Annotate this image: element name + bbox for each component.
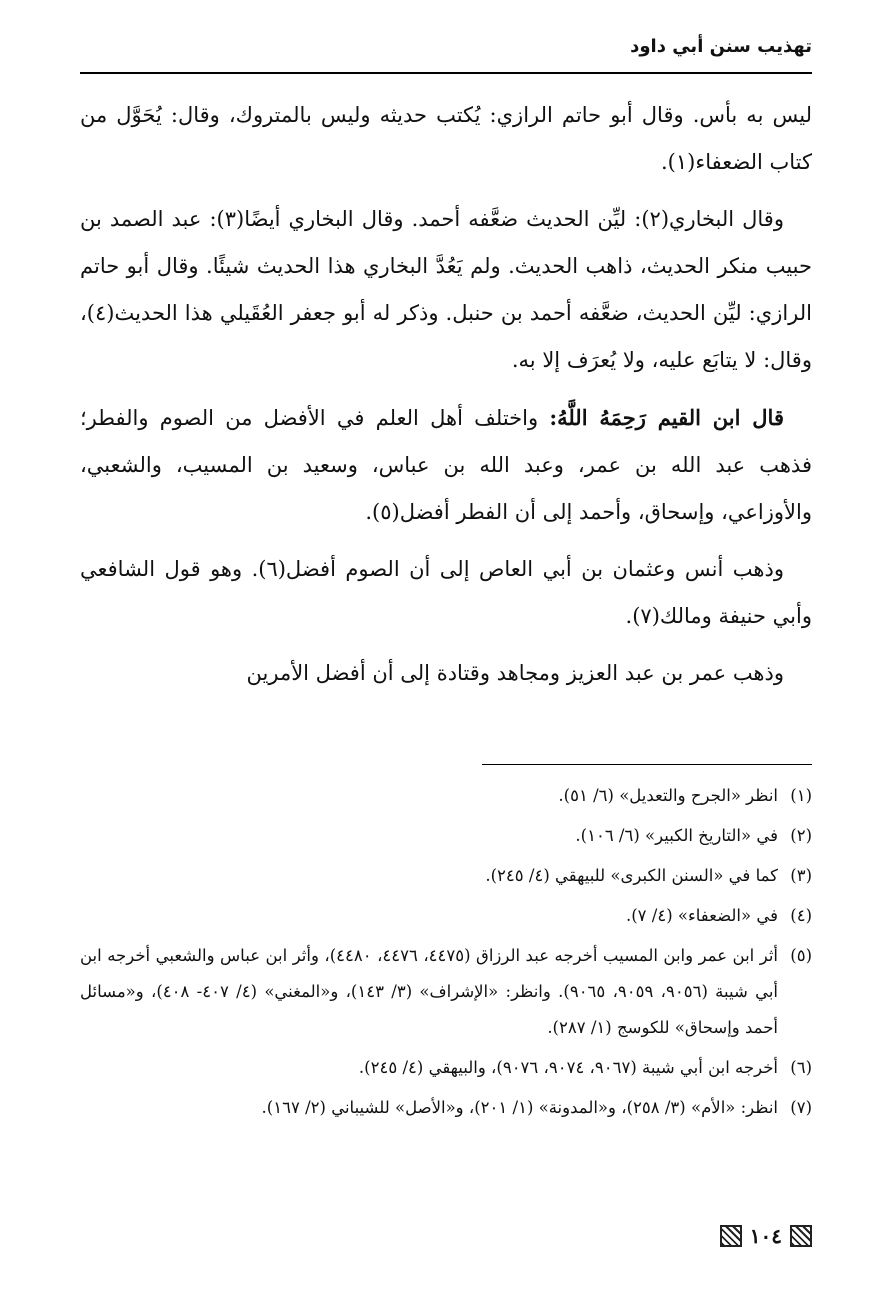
- paragraph-1: ليس به بأس. وقال أبو حاتم الرازي: يُكتب حديثه وليس بالمتروك، وقال: يُحَوَّل من كتاب الضعفاء(١).: [80, 103, 812, 174]
- paragraph-2: وقال البخاري(٢): ليِّن الحديث ضعَّفه أحمد. وقال البخاري أيضًا(٣): عبد الصمد بن حبيب منكر الحديث، ذاهب الحديث. ولم يَعُدَّ البخاري هذا الحديث شيئًا. وقال أبو حاتم الرازي: ليِّن الحديث، ضعَّفه أحمد بن حنبل. وذكر له أبو جعفر العُقَيلي هذا الحديث(٤)، وقال: لا يتابَع عليه، ولا يُعرَف إلا به.: [80, 207, 812, 372]
- ornament-square-icon: [790, 1225, 812, 1247]
- footnote-4: [80, 898, 812, 934]
- header-rule: [80, 72, 812, 74]
- footnote-1: [80, 778, 812, 814]
- footnote-text: في «الضعفاء» (٤/ ٧).: [625, 906, 778, 925]
- paragraph-4: وذهب أنس وعثمان بن أبي العاص إلى أن الصوم أفضل(٦). وهو قول الشافعي وأبي حنيفة ومالك(٧).: [80, 557, 812, 628]
- paragraph-3-text: واختلف أهل العلم في الأفضل من الصوم والفطر؛ فذهب عبد الله بن عمر، وعبد الله بن عباس، وسعيد بن المسيب، والشعبي، والأوزاعي، وإسحاق، وأحمد إلى أن الفطر أفضل(٥).: [80, 406, 812, 524]
- footnote-number: (٧): [790, 1098, 812, 1117]
- footnote-text: في «التاريخ الكبير» (٦/ ١٠٦).: [575, 826, 778, 845]
- footnote-number: (٤): [790, 906, 812, 925]
- footnote-7: [80, 1090, 812, 1126]
- footnotes-rule: [482, 764, 812, 765]
- footnote-text: كما في «السنن الكبرى» للبيهقي (٤/ ٢٤٥).: [485, 866, 778, 885]
- footnote-6: [80, 1050, 812, 1086]
- footnote-number: (٣): [790, 866, 812, 885]
- footnote-text: أخرجه ابن أبي شيبة (٩٠٦٧، ٩٠٧٤، ٩٠٧٦)، والبيهقي (٤/ ٢٤٥).: [358, 1058, 778, 1077]
- page-number-block: [720, 1224, 812, 1248]
- footnote-text: انظر «الجرح والتعديل» (٦/ ٥١).: [558, 786, 778, 805]
- running-head: تهذيب سنن أبي داود: [630, 36, 812, 57]
- ornament-square-icon: [720, 1225, 742, 1247]
- page-number: ١٠٤: [749, 1224, 782, 1248]
- footnote-number: (٢): [790, 826, 812, 845]
- ibn-qayyim-lead: قال ابن القيم رَحِمَهُ اللَّهُ:: [549, 405, 784, 430]
- footnote-text: انظر: «الأم» (٣/ ٢٥٨)، و«المدونة» (١/ ٢٠١)، و«الأصل» للشيباني (٢/ ١٦٧).: [261, 1098, 778, 1117]
- main-text: [80, 92, 812, 707]
- footnote-2: [80, 818, 812, 854]
- footnote-number: (٦): [790, 1058, 812, 1077]
- footnotes: [80, 778, 812, 1130]
- footnote-5: [80, 938, 812, 1046]
- footnote-number: (١): [790, 786, 812, 805]
- footnote-number: (٥): [790, 946, 812, 965]
- footnote-text: أثر ابن عمر وابن المسيب أخرجه عبد الرزاق (٤٤٧٥، ٤٤٧٦، ٤٤٨٠)، وأثر ابن عباس والشعبي أخرجه ابن أبي شيبة (٩٠٥٦، ٩٠٥٩، ٩٠٦٥). وانظر: «الإشراف» (٣/ ١٤٣)، و«المغني» (٤/ ٤٠٧- ٤٠٨)، و«مسائل أحمد وإسحاق» للكوسج (١/ ٢٨٧).: [80, 946, 779, 1037]
- paragraph-5: وذهب عمر بن عبد العزيز ومجاهد وقتادة إلى أن أفضل الأمرين: [246, 661, 784, 685]
- paragraph-3: [80, 394, 812, 536]
- footnote-3: [80, 858, 812, 894]
